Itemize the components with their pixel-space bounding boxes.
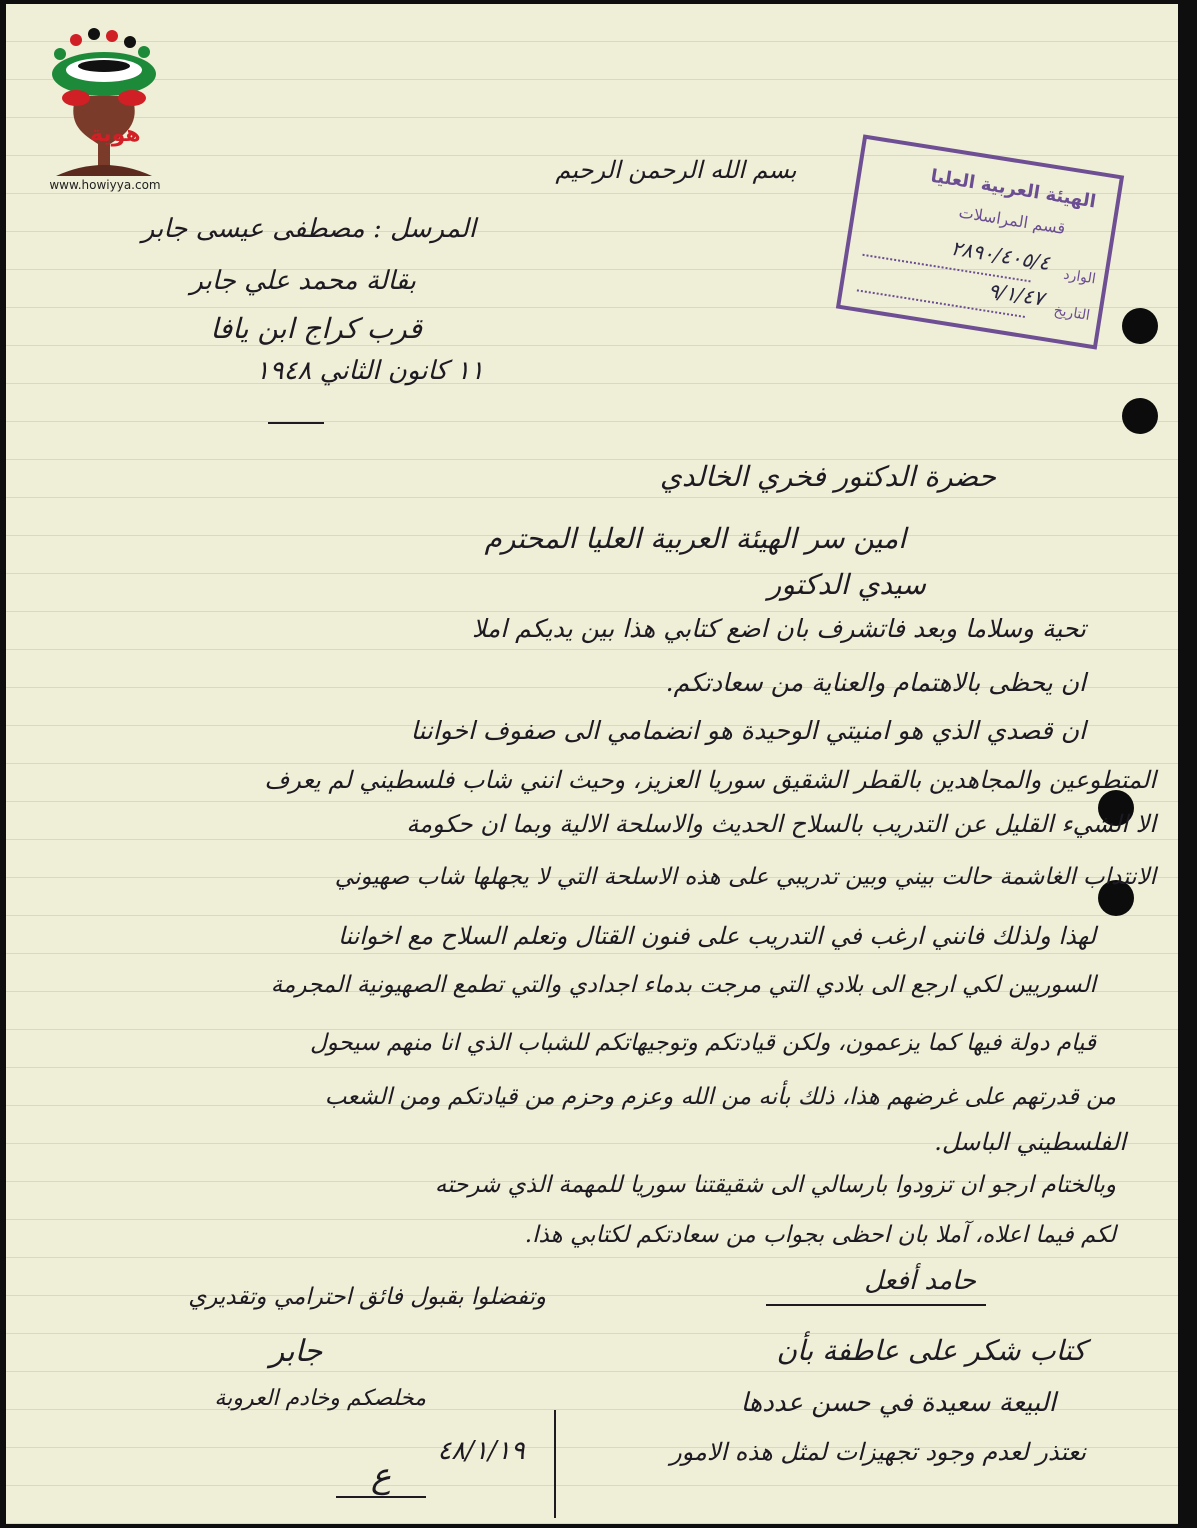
basmala: بسم الله الرحمن الرحيم [555,156,797,184]
closing-signature-line: مخلصكم وخادم العروبة [214,1386,426,1411]
punch-hole [1122,308,1158,344]
initial-flourish [336,1496,426,1498]
date-underline [268,422,324,424]
body-line: الا الشيء القليل عن التدريب بالسلاح الحديث والاسلحة الالية وبما ان حكومة [406,810,1156,838]
stamp-received-number: ٢٨٩٠/٤٠٥/٤ [949,235,1052,275]
site-url[interactable]: www.howiyya.com [49,178,161,192]
body-line: لهذا ولذلك فانني ارغب في التدريب على فنون القتال وتعلم السلاح مع اخواننا [338,922,1096,950]
addressee-position: امين سر الهيئة العربية العليا المحترم [484,522,906,555]
office-note-line: البيعة سعيدة في حسن عددها [740,1388,1056,1418]
stamp-department: قسم المراسلات [957,202,1067,239]
body-line: السوريين لكي ارجع الى بلادي التي مرجت بدماء اجدادي والتي تطمع الصهيونية المجرمة [270,972,1096,998]
salutation: سيدي الدكتور [767,568,926,601]
body-line: الانتداب الغاشمة حالت بيني وبين تدريبي على هذه الاسلحة التي لا يجهلها شاب صهيوني [334,864,1156,890]
howiyya-logo [36,26,176,201]
annotation-underline [766,1304,986,1306]
body-line: لكم فيما اعلاه، آملا بان احظى بجواب من سعادتكم لكتابي هذا. [524,1222,1116,1248]
body-line: ان قصدي الذي هو امنيتي الوحيدة هو انضمامي الى صفوف اخواننا [410,716,1086,745]
stamp-date-value: ٩/١/٤٧ [986,278,1046,311]
margin-annotation: حامد أفعل [864,1266,976,1296]
body-line: قيام دولة فيها كما يزعمون، ولكن قيادتكم وتوجيهاتكم للشباب الذي انا منهم سيحول [309,1030,1096,1056]
received-stamp [836,134,1124,349]
note-divider [554,1410,556,1518]
sender-name: المرسل : مصطفى عيسى جابر [141,214,476,244]
punch-hole [1122,398,1158,434]
office-note-line: نعتذر لعدم وجود تجهيزات لمثل هذه الامور [670,1438,1086,1466]
office-note-initial: ع [370,1456,392,1496]
letter-page [6,4,1178,1524]
stamp-org-name: الهيئة العربية العليا [929,165,1098,213]
letter-date: ١١ كانون الثاني ١٩٤٨ [255,356,484,386]
body-line: ان يحظى بالاهتمام والعناية من سعادتكم. [665,668,1086,697]
body-line: وبالختام ارجو ان تزودوا بارسالي الى شقيقتنا سوريا للمهمة الذي شرحته [434,1172,1116,1198]
logo-wordmark: هوية [90,122,141,147]
stamp-date-label: التاريخ [1052,302,1092,324]
body-line: الفلسطيني الباسل. [934,1128,1126,1156]
sender-address: قرب كراج ابن يافا [210,312,422,345]
body-line: المتطوعين والمجاهدين بالقطر الشقيق سوريا العزيز، وحيث انني شاب فلسطيني لم يعرف [264,766,1156,794]
closing-phrase: وتفضلوا بقبول فائق احترامي وتقديري [188,1284,546,1310]
stamp-received-label: الوارد [1062,266,1097,288]
office-note-date: ٤٨/١/١٩ [437,1436,525,1466]
addressee-title: حضرة الدكتور فخري الخالدي [659,460,996,493]
body-line: من قدرتهم على غرضهم هذا، ذلك بأنه من الله وعزم وحزم من قيادتكم ومن الشعب [324,1084,1116,1110]
office-note-line: كتاب شكر على عاطفة بأن [776,1334,1086,1367]
sender-shop: بقالة محمد علي جابر [190,266,416,296]
signature: جابر [269,1334,323,1369]
body-line: تحية وسلاما وبعد فاتشرف بان اضع كتابي هذا بين يديكم املا [471,614,1086,643]
